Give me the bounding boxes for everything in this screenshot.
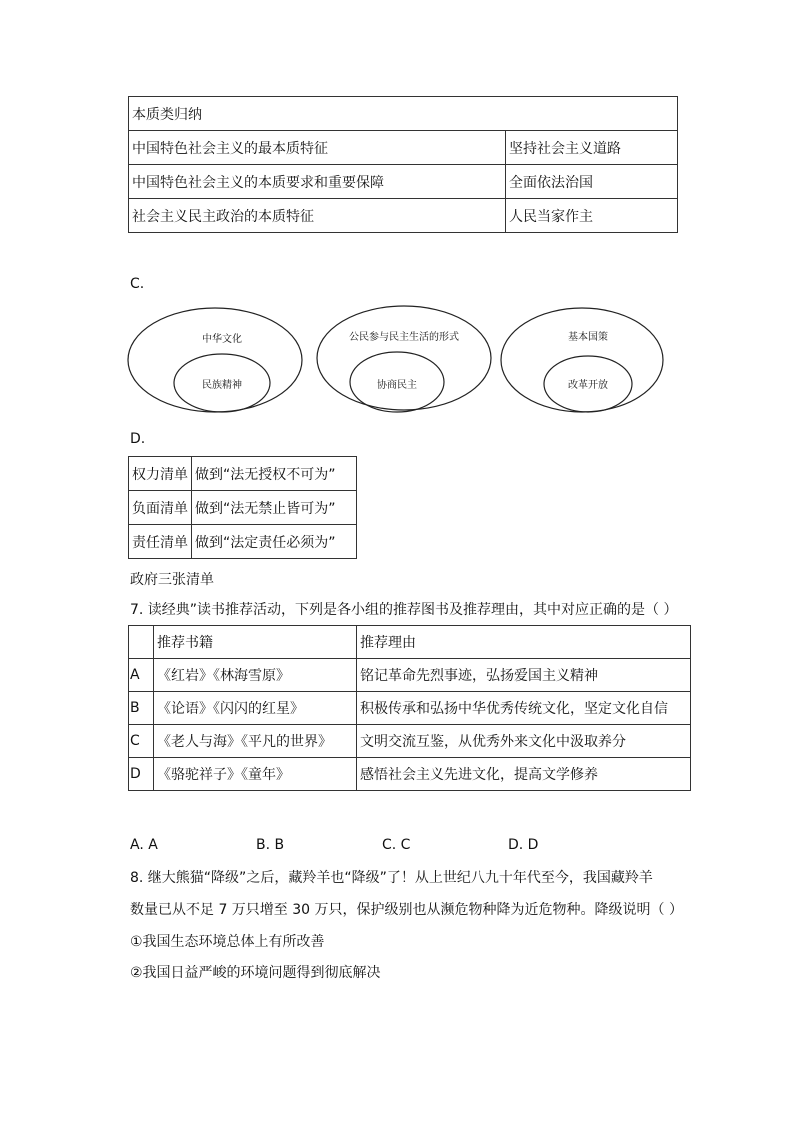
inner-label: 民族精神 (202, 380, 242, 391)
outer-label: 公民参与民主生活的形式 (349, 332, 459, 343)
table-cell: 社会主义民主政治的本质特征 (129, 199, 506, 233)
nested-ellipse-diagrams (126, 304, 670, 416)
table-cell: 中国特色社会主义的最本质特征 (129, 131, 506, 165)
book-recommendation-table (128, 625, 691, 791)
outer-label: 基本国策 (568, 332, 608, 343)
ellipse-diagram-2 (317, 306, 491, 412)
table-cell: 《骆驼祥子》《童年》 (154, 758, 357, 791)
ellipse-diagram-1 (128, 308, 302, 412)
table-row (129, 457, 357, 491)
table-cell: 坚持社会主义道路 (506, 131, 678, 165)
table-row (129, 659, 691, 692)
table-row (129, 97, 678, 131)
table-cell: 感悟社会主义先进文化，提高文学修养 (357, 758, 691, 791)
table-cell: 责任清单 (129, 525, 192, 559)
option-c-label: C. (130, 276, 145, 292)
question-8-statement-2: ②我国日益严峻的环境问题得到彻底解决 (130, 965, 381, 981)
answer-option-c[interactable]: C. C (382, 837, 411, 853)
table-header-cell: 推荐书籍 (154, 626, 357, 659)
table-cell: 做到“法无禁止皆可为” (192, 491, 357, 525)
outer-ellipse (317, 306, 491, 410)
row-label: B (129, 692, 154, 725)
table-caption: 政府三张清单 (130, 572, 214, 588)
summary-table (128, 96, 678, 233)
table-cell: 做到“法定责任必须为” (192, 525, 357, 559)
table-cell: 《论语》《闪闪的红星》 (154, 692, 357, 725)
inner-label: 协商民主 (377, 380, 417, 391)
table-row (129, 525, 357, 559)
answer-option-d[interactable]: D. D (508, 837, 539, 853)
row-label: D (129, 758, 154, 791)
question-8-line-2: 数量已从不足 7 万只增至 30 万只，保护级别也从濒危物种降为近危物种。降级说明（ ） (130, 902, 683, 918)
table-cell: 《老人与海》《平凡的世界》 (154, 725, 357, 758)
table-cell: 权力清单 (129, 457, 192, 491)
table-cell: 中国特色社会主义的本质要求和重要保障 (129, 165, 506, 199)
row-label: A (129, 659, 154, 692)
table-row (129, 131, 678, 165)
table-cell: 积极传承和弘扬中华优秀传统文化，坚定文化自信 (357, 692, 691, 725)
table-cell: 人民当家作主 (506, 199, 678, 233)
table-row (129, 725, 691, 758)
outer-ellipse (501, 308, 663, 412)
question-8-line-1: 8. 继大熊猫“降级”之后，藏羚羊也“降级”了！从上世纪八九十年代至今，我国藏羚羊 (130, 870, 653, 886)
government-lists-table (128, 456, 357, 559)
table-cell: 《红岩》《林海雪原》 (154, 659, 357, 692)
answer-option-b[interactable]: B. B (256, 837, 285, 853)
option-d-label: D. (130, 431, 146, 447)
table-cell (129, 626, 154, 659)
table-cell: 做到“法无授权不可为” (192, 457, 357, 491)
table-header-cell: 本质类归纳 (129, 97, 678, 131)
table-row (129, 165, 678, 199)
table-row (129, 199, 678, 233)
outer-ellipse (128, 308, 302, 412)
table-cell: 铭记革命先烈事迹，弘扬爱国主义精神 (357, 659, 691, 692)
answer-option-a[interactable]: A. A (130, 837, 158, 853)
table-cell: 负面清单 (129, 491, 192, 525)
question-7-stem: 7. 读经典”读书推荐活动，下列是各小组的推荐图书及推荐理由，其中对应正确的是（ ） (130, 602, 678, 618)
ellipse-diagram-3 (501, 308, 663, 412)
table-row (129, 626, 691, 659)
row-label: C (129, 725, 154, 758)
outer-label: 中华文化 (202, 334, 242, 345)
table-row (129, 692, 691, 725)
table-cell: 文明交流互鉴，从优秀外来文化中汲取养分 (357, 725, 691, 758)
question-8-statement-1: ①我国生态环境总体上有所改善 (130, 934, 325, 950)
inner-label: 改革开放 (568, 380, 608, 391)
table-cell: 全面依法治国 (506, 165, 678, 199)
table-header-cell: 推荐理由 (357, 626, 691, 659)
table-row (129, 758, 691, 791)
table-row (129, 491, 357, 525)
